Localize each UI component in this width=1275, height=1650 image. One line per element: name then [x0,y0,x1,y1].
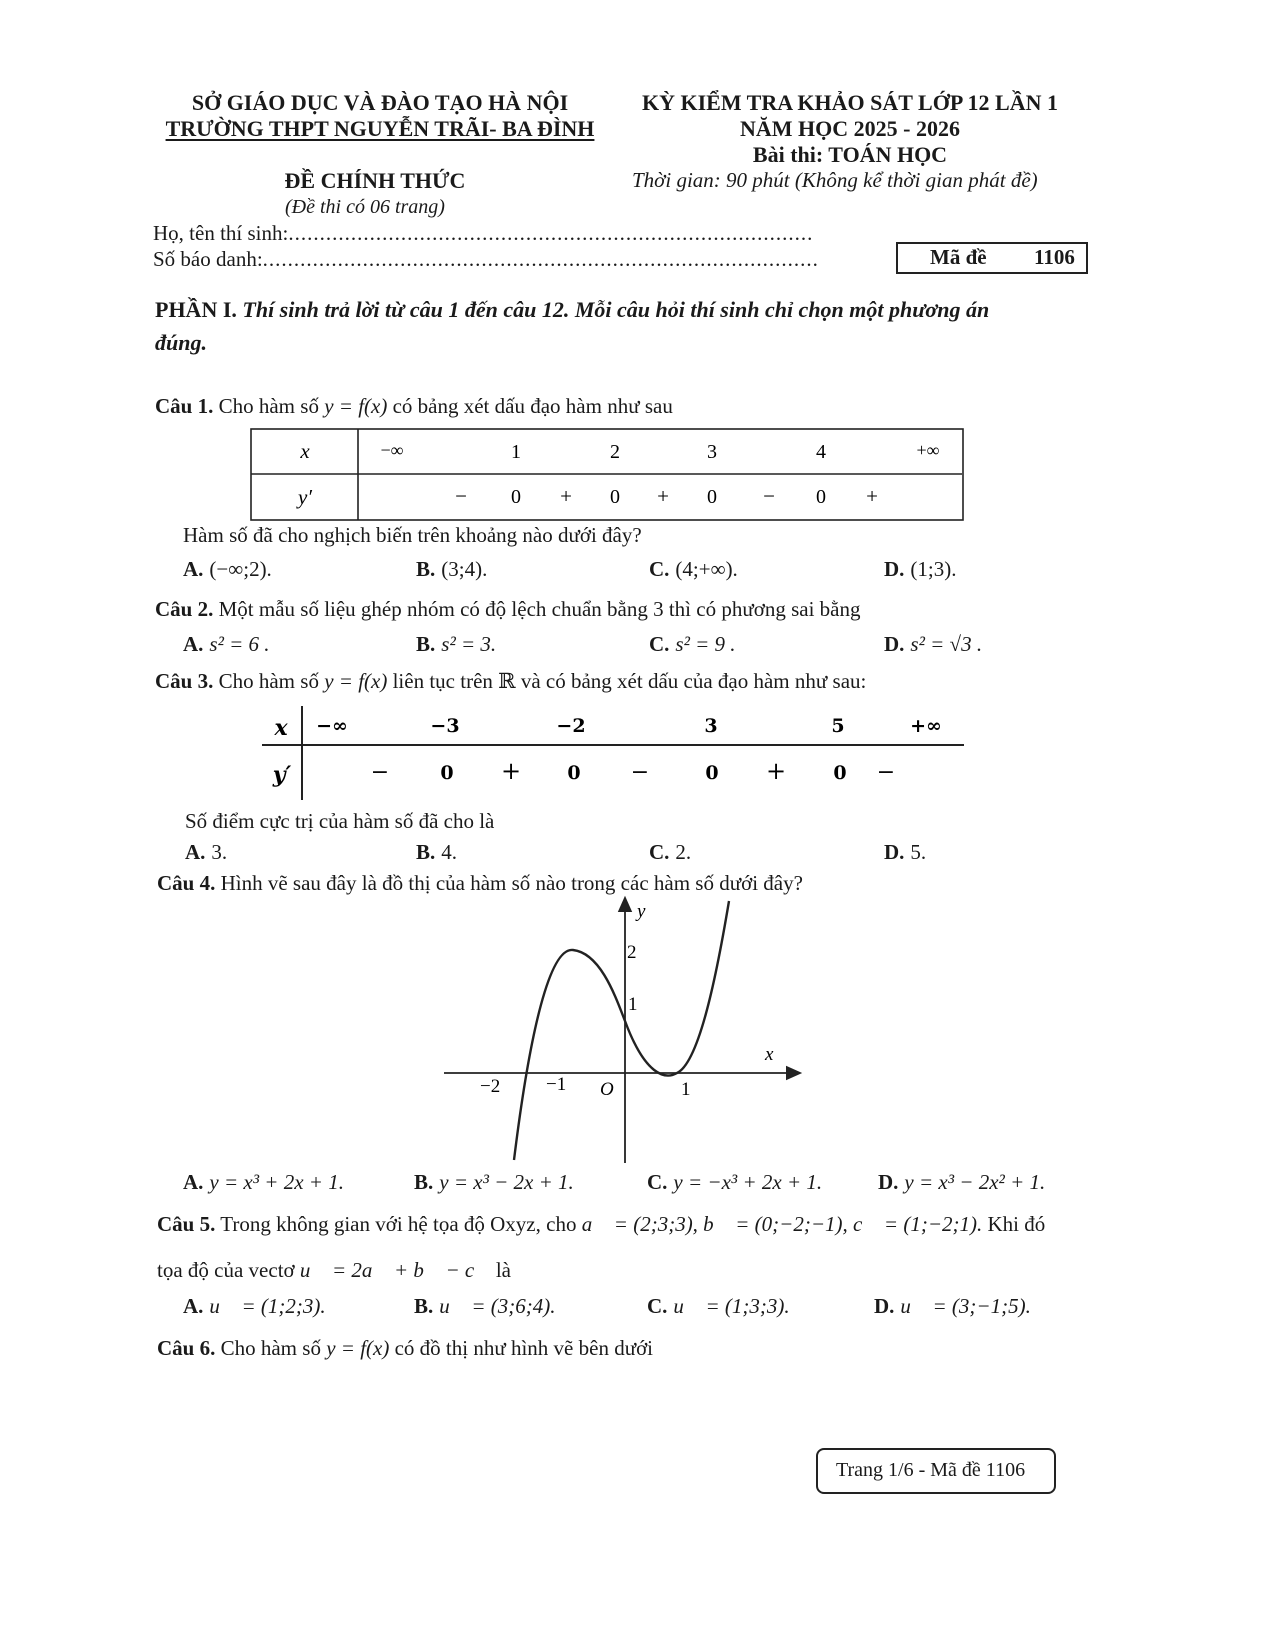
exam-code-label: Mã đề [930,245,987,269]
q5-option-c-text: u⃗ = (1;3;3). [673,1294,790,1318]
q2-label: Câu 2. [155,597,214,621]
q4-label: Câu 4. [157,871,216,895]
tick-label-x1: 1 [681,1079,691,1100]
cubic-curve [514,901,729,1160]
q4-stem [157,871,803,896]
q6-text-b: có đồ thị như hình vẽ bên dưới [394,1336,654,1360]
q3-x-value: −∞ [316,715,348,737]
q1-x-value: 2 [610,441,620,463]
q3-sign: 0 [567,762,581,784]
q3-sign: − [370,760,390,785]
q6-text-a: Cho hàm số [220,1336,321,1360]
q1-x-value: −∞ [380,440,404,460]
q1-sign: 0 [511,486,521,508]
q3-sign: 0 [440,762,454,784]
part1-text-cont: đúng. [155,330,207,355]
q4-option-d[interactable] [878,1170,1045,1195]
q4-text: Hình vẽ sau đây là đồ thị của hàm số nào trong các hàm số dưới đây? [220,871,803,895]
q1-sign-table [250,428,966,524]
part1-instruction [155,297,989,323]
option-letter: C. [649,840,670,864]
q4-option-c-text: y = −x³ + 2x + 1. [673,1170,823,1194]
q4-graph [440,895,810,1167]
q5-stem-cont [157,1258,511,1283]
candidate-name-field[interactable]: Họ, tên thí sinh:.................................................................................... [153,221,814,245]
q4-option-b-text: y = x³ − 2x + 1. [439,1170,574,1194]
q5-option-c[interactable] [647,1294,790,1319]
q1-stem [155,394,673,419]
q1-sign: 0 [610,486,620,508]
q5-text-c: tọa độ của vectơ [157,1258,295,1282]
q3-x-value: −2 [556,715,586,737]
q5-option-b[interactable] [414,1294,556,1319]
q1-option-a[interactable] [183,557,272,582]
q5-text-a: Trong không gian với hệ tọa độ Oxyz, cho [220,1212,577,1236]
subject: Bài thi: TOÁN HỌC [752,142,948,167]
dept-name: SỞ GIÁO DỤC VÀ ĐÀO TẠO HÀ NỘI [191,90,569,115]
q2-option-a[interactable] [183,632,270,657]
official-label: ĐỀ CHÍNH THỨC [284,168,466,193]
q1-sign: + [866,484,878,508]
q3-option-d[interactable] [884,840,926,865]
option-letter: D. [878,1170,899,1194]
q1-sign: + [560,484,572,508]
q3-label: Câu 3. [155,669,214,693]
q1-option-c-text: (4;+∞). [675,557,738,581]
q2-option-c-text: s² = 9 . [675,632,736,656]
q1-label: Câu 1. [155,394,214,418]
part1-title: PHẦN I. [155,297,237,322]
option-letter: A. [183,1170,204,1194]
tick-label-xneg2: −2 [480,1076,501,1097]
q3-option-b[interactable] [416,840,457,865]
q1-option-a-text: (−∞;2). [209,557,272,581]
q4-option-d-text: y = x³ − 2x² + 1. [904,1170,1046,1194]
q5-math-b: u⃗ = 2a⃗ + b⃗ − c⃗ [299,1258,491,1282]
option-letter: A. [183,557,204,581]
q3-sign: 0 [833,762,847,784]
time-note: Thời gian: 90 phút (Không kể thời gian phát đề) [632,168,1038,192]
option-letter: B. [416,840,436,864]
option-letter: D. [874,1294,895,1318]
q3-sign: − [630,760,650,785]
q2-stem [155,597,860,622]
option-letter: B. [416,632,436,656]
q2-option-a-text: s² = 6 . [209,632,270,656]
option-letter: C. [649,632,670,656]
tick-label-y2: 2 [627,942,637,963]
q3-option-c[interactable] [649,840,691,865]
q5-label: Câu 5. [157,1212,216,1236]
q3-option-a[interactable] [185,840,227,865]
q2-option-c[interactable] [649,632,736,657]
option-letter: D. [884,840,905,864]
candidate-id-label: Số báo danh: [153,247,263,271]
pages-note: (Đề thi có 06 trang) [285,196,445,218]
q3-text-b: liên tục trên ℝ và có bảng xét dấu của đạo hàm như sau: [392,669,867,693]
q3-x-label: x [274,715,288,741]
q2-text: Một mẫu số liệu ghép nhóm có độ lệch chuẩn bằng 3 thì có phương sai bằng [218,597,861,621]
q3-x-value: 3 [704,715,718,737]
exam-code-box [896,242,1088,274]
q3-option-d-text: 5. [910,840,927,864]
q1-x-value: 3 [707,441,717,463]
q1-question: Hàm số đã cho nghịch biến trên khoảng nào dưới đây? [183,523,642,547]
q5-stem [157,1212,1045,1237]
school-name: TRƯỜNG THPT NGUYỄN TRÃI- BA ĐÌNH [165,116,595,141]
q1-x-value: 1 [511,441,521,463]
option-letter: D. [884,632,905,656]
school-year: NĂM HỌC 2025 - 2026 [740,116,960,141]
q3-x-value: +∞ [910,715,942,737]
q3-math: y = f(x) [324,669,388,693]
q3-y-label: y′ [272,762,292,788]
candidate-name-label: Họ, tên thí sinh: [153,221,289,245]
q3-sign: − [876,760,896,785]
q3-sign-table [262,704,968,804]
option-letter: A. [185,840,206,864]
q1-sign: + [657,484,669,508]
q3-option-c-text: 2. [675,840,692,864]
origin-label: O [600,1079,614,1100]
q2-option-b[interactable] [416,632,496,657]
q1-text-a: Cho hàm số [218,394,319,418]
q1-option-b[interactable] [416,557,487,582]
q5-math-a: a⃗ = (2;3;3), b⃗ = (0;−2;−1), c⃗ = (1;−2;1). [581,1212,983,1236]
q3-option-b-text: 4. [441,840,458,864]
q6-stem [157,1336,653,1361]
q1-option-d[interactable] [884,557,957,582]
option-letter: A. [183,632,204,656]
tick-label-y1: 1 [628,994,638,1015]
q5-text-d: là [495,1258,511,1282]
q4-option-b[interactable] [414,1170,574,1195]
q2-option-b-text: s² = 3. [441,632,497,656]
page-footer [816,1448,1056,1494]
q3-x-value: 5 [831,715,845,737]
tick-label-xneg1: −1 [546,1074,567,1095]
exam-title: KỲ KIỂM TRA KHẢO SÁT LỚP 12 LẦN 1 [641,90,1059,115]
option-letter: A. [183,1294,204,1318]
q1-x-label: x [300,439,310,463]
option-letter: D. [884,557,905,581]
part1-text: Thí sinh trả lời từ câu 1 đến câu 12. Mỗi câu hỏi thí sinh chỉ chọn một phương án [242,297,990,322]
q1-sign: − [763,484,775,508]
q5-option-a[interactable] [183,1294,326,1319]
option-letter: C. [649,557,670,581]
q3-x-value: −3 [430,715,460,737]
q3-question: Số điểm cực trị của hàm số đã cho là [185,809,495,833]
option-letter: C. [647,1294,668,1318]
q3-option-a-text: 3. [211,840,228,864]
q4-option-a[interactable] [183,1170,344,1195]
q4-option-c[interactable] [647,1170,822,1195]
q1-y-label: y′ [298,485,312,509]
option-letter: C. [647,1170,668,1194]
q2-option-d-text: s² = √3 . [910,632,983,656]
q2-option-d[interactable] [884,632,982,657]
q1-option-d-text: (1;3). [910,557,957,581]
x-axis-label: x [765,1044,774,1065]
q5-text-b: Khi đó [987,1212,1046,1236]
q3-stem [155,669,866,694]
q1-sign: − [455,484,467,508]
q3-text-a: Cho hàm số [218,669,319,693]
page-number: Trang 1/6 - Mã đề 1106 [836,1459,1026,1481]
q4-option-a-text: y = x³ + 2x + 1. [209,1170,344,1194]
q1-option-c[interactable] [649,557,738,582]
q5-option-d[interactable] [874,1294,1031,1319]
q5-option-d-text: u⃗ = (3;−1;5). [900,1294,1031,1318]
exam-code-value: 1106 [1034,245,1075,269]
q3-sign: + [500,757,522,785]
q1-math: y = f(x) [324,394,388,418]
q5-option-b-text: u⃗ = (3;6;4). [439,1294,556,1318]
option-letter: B. [414,1170,434,1194]
q1-x-value: 4 [816,441,826,463]
q1-sign: 0 [816,486,826,508]
q1-text-b: có bảng xét dấu đạo hàm như sau [392,394,673,418]
option-letter: B. [416,557,436,581]
y-axis-label: y [637,901,646,922]
q1-sign: 0 [707,486,717,508]
q3-sign: + [765,757,787,785]
q5-option-a-text: u⃗ = (1;2;3). [209,1294,326,1318]
q6-math: y = f(x) [326,1336,390,1360]
q3-sign: 0 [705,762,719,784]
q1-x-value: +∞ [916,440,940,460]
option-letter: B. [414,1294,434,1318]
q1-option-b-text: (3;4). [441,557,488,581]
candidate-id-field[interactable]: Số báo danh:......................................................................................... [153,247,819,271]
q6-label: Câu 6. [157,1336,216,1360]
